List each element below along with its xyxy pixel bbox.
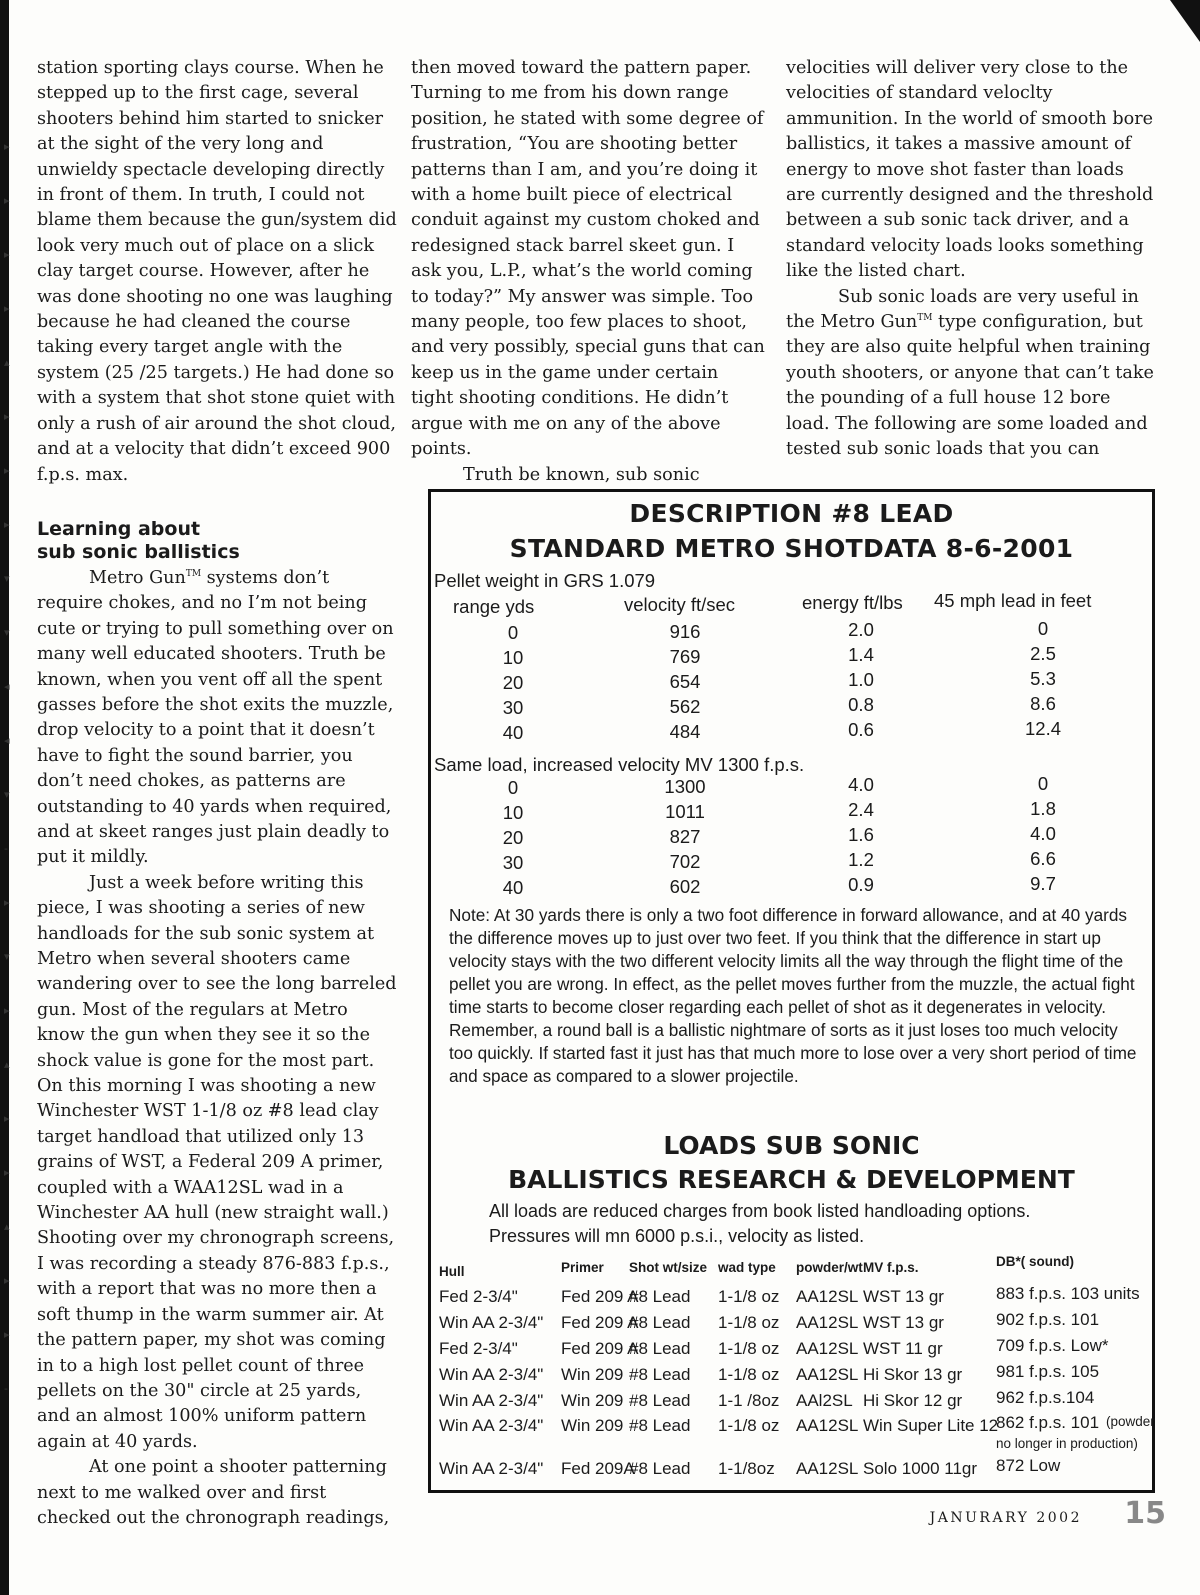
powder-note-2: no longer in production) [996, 1436, 1138, 1451]
loads-header: MV f.p.s. [863, 1260, 919, 1275]
loads-header: wad type [718, 1260, 776, 1275]
loads-cell: 872 Low [996, 1456, 1061, 1475]
loads-cell: 862 f.p.s. 101 [996, 1413, 1100, 1432]
table2-cell: 20 [502, 827, 524, 848]
loads-cell: 962 f.p.s.104 [996, 1388, 1095, 1407]
col1-paragraph-3: Just a week before writing this piece, I was shooting a series of new handloads for the sub sonic system at Metro when several shooters came wandering over to see the long barreled gun. Most of the regulars at Metro know the gun when they see it so the shock value is gone for the most part. On this morning I was shooting a new Winchester WST 1-1/8 oz #8 lead clay target handload that utilized only 13 grains of WST, a Federal 209 A primer, coupled with a WAA12SL wad in a Winchester AA hull (new straight wall.) Shooting over my chronograph screens, I was recording a steady 876-883 f.p.s., with a report that was no more then a soft thump in the warm summer air. At the pattern paper, my shot was coming in to a high lost pellet count of three pellets on the 30" circle at 25 yards, and an almost 100% uniform pattern again at 40 yards. [37, 872, 397, 1452]
loads-cell: Fed 209 A [561, 1339, 639, 1358]
table1-cell: 1.4 [848, 644, 874, 665]
table1-cell: 654 [669, 670, 701, 692]
heading-line-1: Learning about [37, 517, 201, 540]
box-title-2: STANDARD METRO SHOTDATA 8-6-2001 [509, 534, 1074, 563]
table2-cell: 9.7 [1030, 872, 1056, 894]
header-velocity: velocity ft/sec [624, 594, 736, 615]
table1-cell: 2.5 [1030, 642, 1056, 664]
table1-cell: 2.0 [848, 619, 874, 640]
table1-cell: 40 [502, 722, 524, 743]
loads-cell: Solo 1000 11gr [863, 1459, 978, 1478]
reduced-charges-line-2: Pressures will mn 6000 p.s.i., velocity as listed. [489, 1226, 865, 1246]
loads-cell: Win Super Lite 12 [863, 1416, 999, 1435]
column-2 [411, 56, 766, 488]
table2-cell: 4.0 [1030, 822, 1056, 844]
column-1 [37, 56, 399, 1531]
same-load-label: Same load, increased velocity MV 1300 f.p.s. [434, 754, 805, 775]
loads-cell: WST 13 gr [863, 1287, 944, 1306]
table2-cell: 602 [669, 875, 701, 897]
loads-cell: 902 f.p.s. 101 [996, 1310, 1100, 1329]
loads-cell: AA12SL [796, 1313, 859, 1332]
col1-paragraph-2 [37, 566, 399, 871]
col2-paragraph-1: then moved toward the pattern paper. Turning to me from his down range position, he stated with some degree of frustration, “You are shooting better patterns than I am, and you’re doing it with a home built piece of electrical conduit against my custom choked and redesigned stack barrel skeet gun. I ask you, L.P., what’s the world coming to today?” My answer was simple. Too many people, too few places to shoot, and very possibly, special guns that can keep us in the game under certain tight shooting conditions. He didn’t argue with me on any of the above points. [411, 58, 765, 460]
loads-header: powder/wt [796, 1260, 863, 1275]
col1-paragraph-1: station sporting clays course. When he stepped up to the first cage, several shooters behind him started to snicker at the sight of the very long and unwieldy spectacle developing directly in front of them. In truth, I could not blame them because the gun/system did look very much out of place on a slick clay target course. However, after he was done shooting no one was laughing because he had cleaned the course taking every target angle with the system (25 /25 targets.) He had done so with a system that shot stone quiet with only a rush of air around the shot cloud, and at a velocity that didn’t exceed 900 f.p.s. max. [37, 58, 397, 485]
table2-cell: 10 [502, 802, 524, 823]
table2-cell: 6.6 [1030, 847, 1056, 869]
table1-cell: 0.6 [848, 719, 874, 740]
table2-cell: 1.8 [1030, 797, 1056, 819]
column-3 [786, 56, 1156, 463]
trademark: TM [185, 569, 202, 580]
loads-header: Hull [439, 1264, 465, 1279]
loads-cell: Win AA 2-3/4" [439, 1459, 544, 1478]
loads-cell: 1-1/8 oz [718, 1339, 780, 1358]
loads-cell: 883 f.p.s. 103 units [996, 1284, 1140, 1303]
table1-cell: 30 [502, 697, 524, 718]
loads-cell: 1-1/8 oz [718, 1416, 780, 1435]
loads-header: DB*( sound) [996, 1254, 1074, 1269]
loads-cell: 981 f.p.s. 105 [996, 1362, 1100, 1381]
table1-cell: 562 [669, 695, 701, 717]
loads-cell: #8 Lead [629, 1391, 691, 1410]
loads-cell: #8 Lead [629, 1339, 691, 1358]
table1-cell: 5.3 [1030, 667, 1056, 689]
table1-cell: 10 [502, 647, 524, 668]
pellet-weight: Pellet weight in GRS 1.079 [434, 570, 656, 591]
heading-line-2: sub sonic ballistics [37, 540, 240, 563]
table2-cell: 702 [669, 850, 701, 872]
table2-cell: 1.6 [848, 824, 874, 845]
loads-cell: Win AA 2-3/4" [439, 1365, 544, 1384]
col2-paragraph-2: Truth be known, sub sonic [463, 464, 700, 485]
loads-cell: 1-1/8 oz [718, 1287, 780, 1306]
loads-cell: 709 f.p.s. Low* [996, 1336, 1109, 1355]
loads-cell: Win 209 [561, 1391, 624, 1410]
table2-cell: 1300 [664, 775, 706, 797]
page-corner [1170, 0, 1200, 42]
trademark: TM [917, 313, 933, 324]
issue-date: JANURARY 2002 [929, 1510, 1082, 1526]
table2-cell: 827 [669, 825, 701, 847]
loads-cell: AA12SL [796, 1416, 859, 1435]
table1-cell: 12.4 [1024, 717, 1062, 739]
p2-start: Sub sonic loads are very useful in the Metro Gun [786, 286, 1139, 333]
loads-cell: AA12SL [796, 1365, 859, 1384]
loads-cell: #8 Lead [629, 1365, 691, 1384]
table1-cell: 1.0 [848, 669, 874, 690]
header-range: range yds [453, 596, 535, 617]
table2-cell: 0.9 [848, 874, 874, 895]
loads-cell: WST 13 gr [863, 1313, 944, 1332]
loads-cell: AA12SL [796, 1459, 859, 1478]
loads-cell: AA12SL [796, 1339, 859, 1358]
col1-paragraph-4: At one point a shooter patterning next to me walked over and first checked out the chronograph readings, [37, 1457, 390, 1528]
loads-header: Shot wt/size [629, 1260, 708, 1275]
shotdata-box [428, 489, 1155, 1493]
loads-cell: Win 209 [561, 1365, 624, 1384]
powder-note-1: (powder [1106, 1414, 1155, 1429]
loads-header: Primer [561, 1260, 604, 1275]
loads-cell: AA12SL [796, 1287, 859, 1306]
loads-cell: Win AA 2-3/4" [439, 1391, 544, 1410]
reduced-charges-line-1: All loads are reduced charges from book listed handloading options. [489, 1201, 1031, 1221]
table2-cell: 0 [507, 777, 519, 798]
box-title-1: DESCRIPTION #8 LEAD [629, 499, 954, 528]
table1-cell: 20 [502, 672, 524, 693]
loads-cell: Hi Skor 12 gr [863, 1391, 963, 1410]
loads-cell: Fed 209A [561, 1459, 635, 1478]
table1-cell: 769 [669, 645, 701, 667]
loads-cell: 1-1/8oz [718, 1459, 775, 1478]
loads-cell: #8 Lead [629, 1416, 691, 1435]
page-number: 15 [1124, 1496, 1166, 1531]
table2-cell: 1011 [665, 800, 705, 822]
loads-cell: #8 Lead [629, 1313, 691, 1332]
loads-cell: #8 Lead [629, 1459, 691, 1478]
section-heading [37, 518, 399, 564]
table2-cell: 40 [502, 877, 524, 898]
table1-cell: 0 [1037, 617, 1049, 639]
table1-cell: 916 [669, 620, 701, 642]
loads-cell: Fed 209 A [561, 1287, 639, 1306]
loads-cell: 1-1/8 oz [718, 1313, 780, 1332]
table2-cell: 4.0 [848, 774, 874, 795]
loads-cell: Hi Skor 13 gr [863, 1365, 963, 1384]
loads-cell: Win 209 [561, 1416, 624, 1435]
col3-paragraph-2 [786, 285, 1156, 463]
loads-cell: 1-1/8 oz [718, 1365, 780, 1384]
loads-title-2: BALLISTICS RESEARCH & DEVELOPMENT [508, 1165, 1075, 1194]
table2-cell: 1.2 [848, 849, 874, 870]
loads-cell: Fed 2-3/4" [439, 1339, 518, 1358]
table1-cell: 8.6 [1030, 692, 1056, 714]
table2-cell: 2.4 [848, 799, 874, 820]
loads-cell: AAl2SL [796, 1391, 853, 1410]
loads-cell: Fed 209 A [561, 1313, 639, 1332]
loads-title-1: LOADS SUB SONIC [663, 1131, 920, 1160]
col3-paragraph-1: velocities will deliver very close to the velocities of standard veloclty ammunition. In the world of smooth bore ballistics, it takes a massive amount of energy to move shot faster than loads are currently designed and the threshold between a sub sonic tack driver, and a standard velocity loads looks something like the listed chart. [786, 58, 1154, 282]
loads-cell: Fed 2-3/4" [439, 1287, 518, 1306]
table2-cell: 0 [1037, 772, 1049, 794]
loads-cell: Win AA 2-3/4" [439, 1313, 544, 1332]
header-energy: energy ft/lbs [802, 592, 903, 613]
p2-end: type configuration, but they are also quite helpful when training youth shooters, or anyone that can’t take the pounding of a full house 12 bore load. The following are some loaded and tested sub sonic loads that you can [786, 312, 1154, 460]
loads-cell: Win AA 2-3/4" [439, 1416, 544, 1435]
loads-cell: 1-1 /8oz [718, 1391, 780, 1410]
table2-cell: 30 [502, 852, 524, 873]
header-lead: 45 mph lead in feet [934, 590, 1092, 611]
p2-end: systems don’t require chokes, and no I’m not being cute or trying to pull something over on many well educated shooters. Truth be known, when you vent off all the spent gasses before the shot exits the muzzle, drop velocity to a point that it doesn’t have to fight the sound barrier, you don’t need chokes, as patterns are outstanding to 40 yards when required, and at skeet ranges just plain deadly to put it mildly. [37, 567, 394, 868]
p2-start: Metro Gun [89, 567, 186, 588]
table1-cell: 484 [669, 720, 701, 742]
note-paragraph: Note: At 30 yards there is only a two foot difference in forward allowance, and at 40 yards the difference moves up to just over two feet. If you think that the difference in start up velocity stays with the two different velocity limits all the way through the flight time of the pellet you are wrong. In effect, as the pellet moves further from the muzzle, the actual fight time starts to become closer regarding each pellet of shot as it degenerates in velocity. Remember, a round ball is a ballistic nightmare of sorts as it just loses too much velocity too quickly. If started fast it just has that much more to lose over a very short period of time and space as compared to a slower projectile. [449, 905, 1137, 1086]
table1-cell: 0 [507, 622, 519, 643]
table1-cell: 0.8 [848, 694, 874, 715]
loads-cell: #8 Lead [629, 1287, 691, 1306]
loads-cell: WST 11 gr [863, 1339, 943, 1358]
